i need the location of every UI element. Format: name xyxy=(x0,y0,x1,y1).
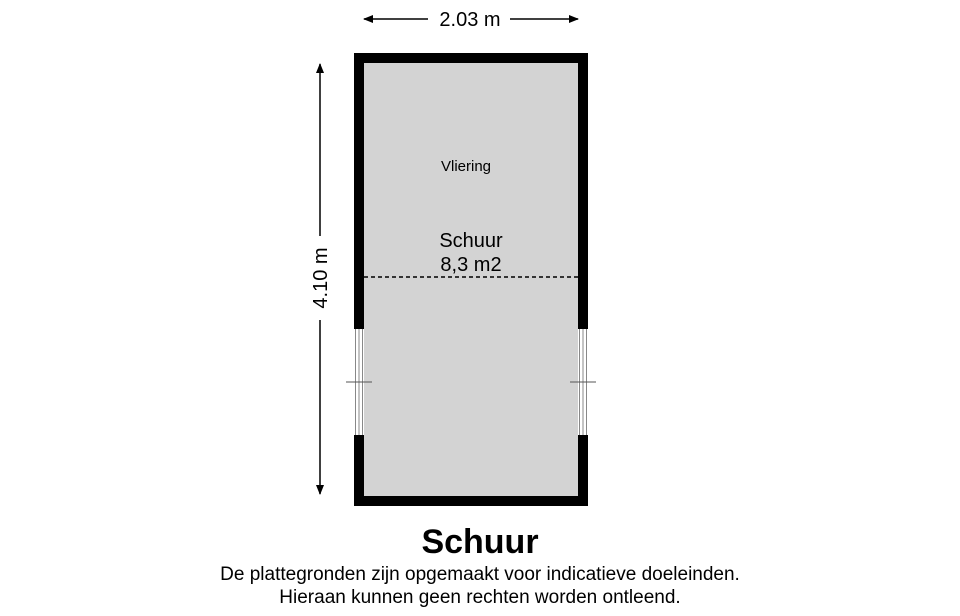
height-dimension-label: 4.10 m xyxy=(310,247,332,309)
room-area-label: 8,3 m2 xyxy=(440,254,502,276)
width-dimension xyxy=(364,9,578,31)
height-dimension xyxy=(310,64,332,494)
loft-label: Vliering xyxy=(440,158,492,175)
plan-title: Schuur xyxy=(421,523,539,561)
room-floor xyxy=(364,63,578,496)
width-dimension-label: 2.03 m xyxy=(439,9,501,31)
room-name-label: Schuur xyxy=(439,230,503,252)
disclaimer-line-1: De plattegronden zijn opgemaakt voor indicatieve doeleinden. xyxy=(220,564,740,585)
disclaimer-line-2: Hieraan kunnen geen rechten worden ontleend. xyxy=(279,587,681,608)
